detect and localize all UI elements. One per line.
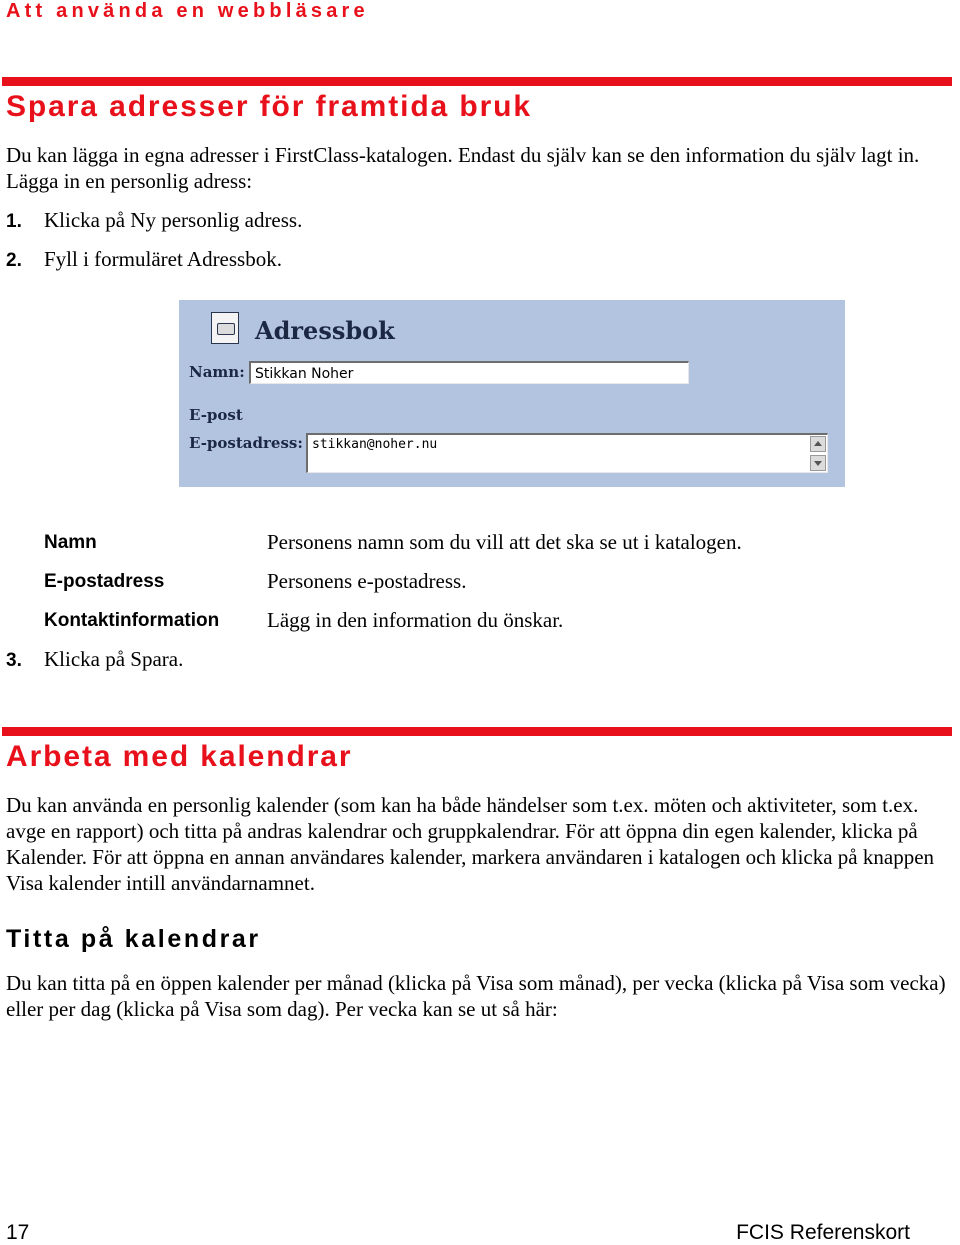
email-label: E-postadress: bbox=[189, 434, 303, 452]
form-title: Adressbok bbox=[255, 316, 395, 345]
address-card-icon bbox=[211, 312, 239, 344]
def-desc: Personens namn som du vill att det ska se ut i katalogen. bbox=[267, 530, 742, 554]
name-label: Namn: bbox=[189, 363, 245, 381]
subsection-body: Du kan titta på en öppen kalender per månad (klicka på Visa som månad), per vecka (klicka på Visa som vecka) eller per dag (klicka på Visa som dag). Per vecka kan se ut så här: bbox=[6, 971, 946, 1021]
scroll-up-icon[interactable] bbox=[810, 436, 826, 452]
def-desc: Personens e-postadress. bbox=[267, 569, 467, 593]
name-field[interactable]: Stikkan Noher bbox=[249, 361, 689, 384]
step-text: Fyll i formuläret Adressbok. bbox=[44, 247, 282, 271]
adressbok-screenshot bbox=[179, 300, 845, 487]
step-1 bbox=[6, 207, 302, 235]
def-desc: Lägg in den information du önskar. bbox=[267, 608, 564, 632]
step-text: Klicka på Spara. bbox=[44, 647, 184, 671]
section-heading: Arbeta med kalendrar bbox=[6, 740, 353, 773]
section-rule bbox=[2, 77, 952, 86]
section-heading: Spara adresser för framtida bruk bbox=[6, 90, 532, 123]
scroll-down-icon[interactable] bbox=[810, 455, 826, 471]
step-3 bbox=[6, 646, 183, 674]
step-2 bbox=[6, 246, 282, 274]
step-text: Klicka på Ny personlig adress. bbox=[44, 208, 303, 232]
page-number: 17 bbox=[6, 1221, 30, 1244]
running-head: Att använda en webbläsare bbox=[6, 0, 369, 22]
def-term: Kontaktinformation bbox=[44, 610, 220, 631]
section-body: Du kan använda en personlig kalender (som kan ha både händelser som t.ex. möten och aktiviteter, som t.ex. avge en rapport) och titta på andras kalendrar och gruppkalendrar. För att öppna din egen kalender, klicka på Kalender. För att öppna en annan användares kalender, markera användaren i katalogen och klicka på knappen Visa kalender intill användarnamnet. bbox=[6, 793, 935, 895]
email-field[interactable] bbox=[306, 433, 828, 473]
section-intro: Du kan lägga in egna adresser i FirstClass-katalogen. Endast du själv kan se den information du själv lagt in. Lägga in en personlig adress: bbox=[6, 143, 920, 193]
def-term: Namn bbox=[44, 532, 97, 553]
subsection-heading: Titta på kalendrar bbox=[6, 925, 261, 953]
def-term: E-postadress bbox=[44, 571, 165, 592]
email-section-label: E-post bbox=[189, 406, 243, 424]
step-number: 1. bbox=[6, 211, 22, 232]
section-rule bbox=[2, 727, 952, 736]
footer-title: FCIS Referenskort bbox=[736, 1221, 910, 1244]
step-number: 3. bbox=[6, 650, 22, 671]
step-number: 2. bbox=[6, 250, 22, 271]
email-value: stikkan@noher.nu bbox=[312, 437, 438, 452]
